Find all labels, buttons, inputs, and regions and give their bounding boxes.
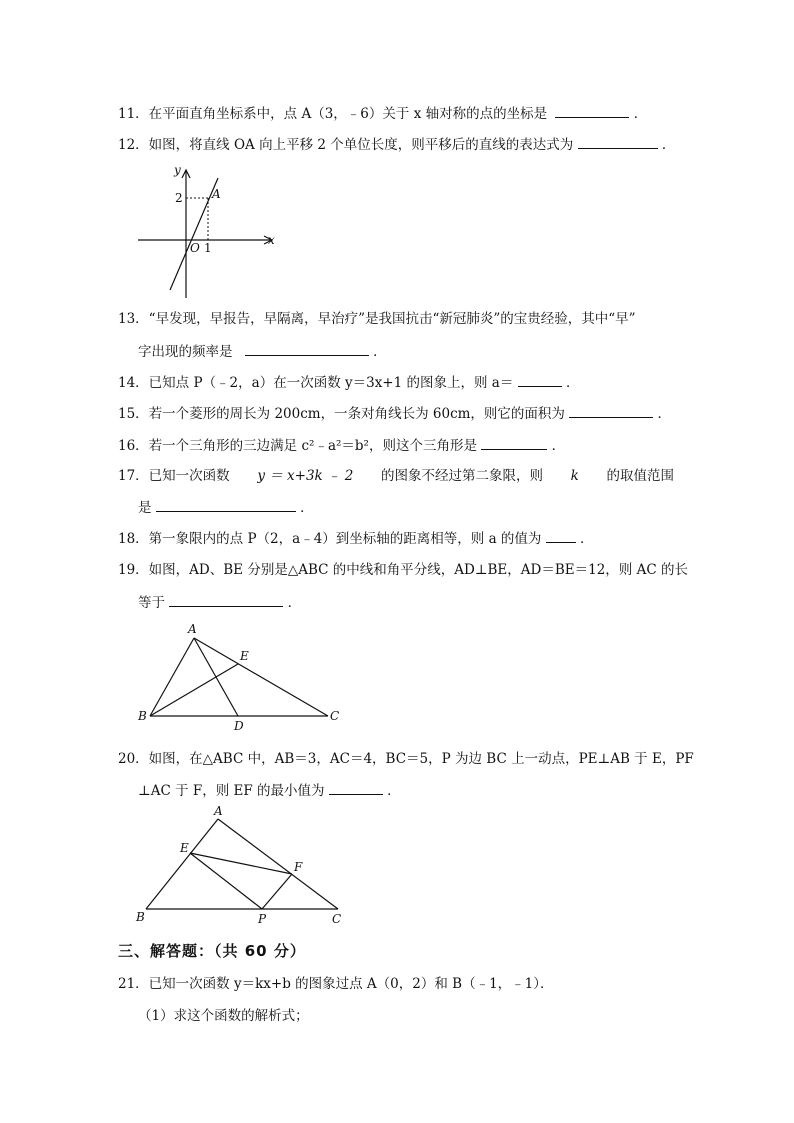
section-heading: 三、解答题：（共 60 分）: [118, 942, 306, 960]
answer-blank-14[interactable]: [518, 372, 562, 387]
answer-blank-19[interactable]: [169, 592, 283, 607]
label-f: F: [294, 860, 303, 874]
question-15: [118, 403, 671, 424]
answer-blank-12[interactable]: [578, 134, 658, 149]
answer-blank-15[interactable]: [569, 403, 653, 418]
question-17-text2: 是: [138, 500, 152, 516]
question-16: [118, 435, 565, 456]
answer-blank-18[interactable]: [546, 528, 576, 543]
label-a: A: [214, 804, 223, 818]
question-17-part1: 17．已知一次函数: [118, 468, 230, 484]
label-c: C: [332, 912, 342, 926]
answer-blank-17[interactable]: [156, 497, 296, 512]
question-14-text: 14．已知点 P（﹣2，a）在一次函数 y＝3x+1 的图象上，则 a＝: [118, 375, 514, 391]
label-x: x: [268, 233, 275, 247]
question-18: [118, 528, 594, 549]
question-17-k: k: [570, 468, 579, 484]
question-13-line1: [118, 309, 636, 329]
question-12: [118, 134, 675, 155]
question-20-text: 20．如图，在△ABC 中，AB＝3，AC＝4，BC＝5，P 为边 BC 上一动点，PE⊥AB 于 E，PF: [118, 751, 694, 767]
label-d: D: [234, 719, 244, 733]
question-17-end: ．: [300, 500, 314, 516]
question-13-end: ．: [373, 344, 387, 360]
question-15-end: ．: [657, 406, 672, 422]
side-ab: [150, 638, 194, 716]
label-b: B: [138, 709, 147, 723]
label-p: P: [258, 912, 267, 926]
label-e: E: [240, 649, 249, 663]
figure-q20-triangle: [132, 803, 352, 928]
bisector-be: [150, 664, 238, 716]
question-18-text: 18．第一象限内的点 P（2，a﹣4）到坐标轴的距离相等，则 a 的值为: [118, 531, 542, 547]
answer-blank-11[interactable]: [555, 103, 629, 118]
side-ac: [194, 638, 328, 716]
label-o: O: [190, 241, 200, 255]
question-19-text2: 等于: [138, 595, 165, 611]
question-13-text2: 字出现的频率是: [138, 344, 233, 360]
question-20-line1: [118, 749, 694, 769]
question-17-formula: y ＝ x+3k ﹣ 2: [257, 468, 354, 484]
question-13-text: 13．“早发现，早报告，早隔离，早治疗”是我国抗击“新冠肺炎”的宝贵经验，其中“早”: [118, 311, 636, 327]
answer-blank-13[interactable]: [245, 341, 369, 356]
side-ab: [146, 819, 218, 909]
label-b: B: [136, 910, 145, 924]
label-1: 1: [204, 241, 212, 255]
segment-pf: [262, 874, 292, 909]
question-13-line2: [138, 341, 387, 362]
question-20-text2: ⊥AC 于 F，则 EF 的最小值为: [138, 783, 325, 799]
figure-q12-graph: [134, 160, 284, 300]
question-15-text: 15．若一个菱形的周长为 200cm，一条对角线长为 60cm，则它的面积为: [118, 406, 565, 422]
figure-q19-triangle: [132, 620, 352, 735]
label-a: A: [212, 187, 221, 201]
question-18-end: ．: [580, 531, 594, 547]
answer-blank-16[interactable]: [481, 435, 547, 450]
question-19-line1: [118, 560, 688, 580]
question-16-text: 16．若一个三角形的三边满足 c²﹣a²＝b²，则这个三角形是: [118, 438, 477, 454]
answer-blank-20[interactable]: [329, 780, 383, 795]
question-17-line2: [138, 497, 314, 518]
question-14-end: ．: [565, 375, 580, 391]
question-21-sub1: [138, 1006, 309, 1026]
segment-pe: [190, 853, 262, 909]
side-ac: [218, 819, 338, 909]
question-21-sub1-text: （1）求这个函数的解析式；: [138, 1008, 309, 1024]
question-17-part5: 的取值范围: [606, 468, 674, 484]
question-17-line1: [118, 466, 674, 486]
question-20-end: ．: [387, 783, 401, 799]
label-y: y: [174, 163, 181, 177]
label-2: 2: [175, 191, 183, 205]
question-11: [118, 103, 647, 124]
question-21-line1: [118, 974, 554, 994]
question-11-text: 11．在平面直角坐标系中，点 A（3，﹣6）关于 x 轴对称的点的坐标是: [118, 106, 548, 122]
question-21-text: 21．已知一次函数 y＝kx+b 的图象过点 A（0，2）和 B（﹣1，﹣1）．: [118, 976, 554, 992]
question-19-line2: [138, 592, 301, 613]
question-20-line2: [138, 780, 401, 801]
question-12-text: 12．如图，将直线 OA 向上平移 2 个单位长度，则平移后的直线的表达式为: [118, 137, 574, 153]
question-17-part3: 的图象不经过第二象限，则: [381, 468, 544, 484]
label-e: E: [180, 841, 189, 855]
question-14: [118, 372, 579, 393]
question-19-text: 19．如图，AD、BE 分别是△ABC 的中线和角平分线，AD⊥BE，AD＝BE＝12，则 AC 的长: [118, 562, 688, 578]
question-19-end: ．: [287, 595, 302, 611]
label-a: A: [188, 622, 197, 636]
question-16-end: ．: [551, 438, 566, 454]
question-12-end: ．: [661, 137, 676, 153]
question-11-end: ．: [633, 106, 648, 122]
label-c: C: [330, 709, 340, 723]
